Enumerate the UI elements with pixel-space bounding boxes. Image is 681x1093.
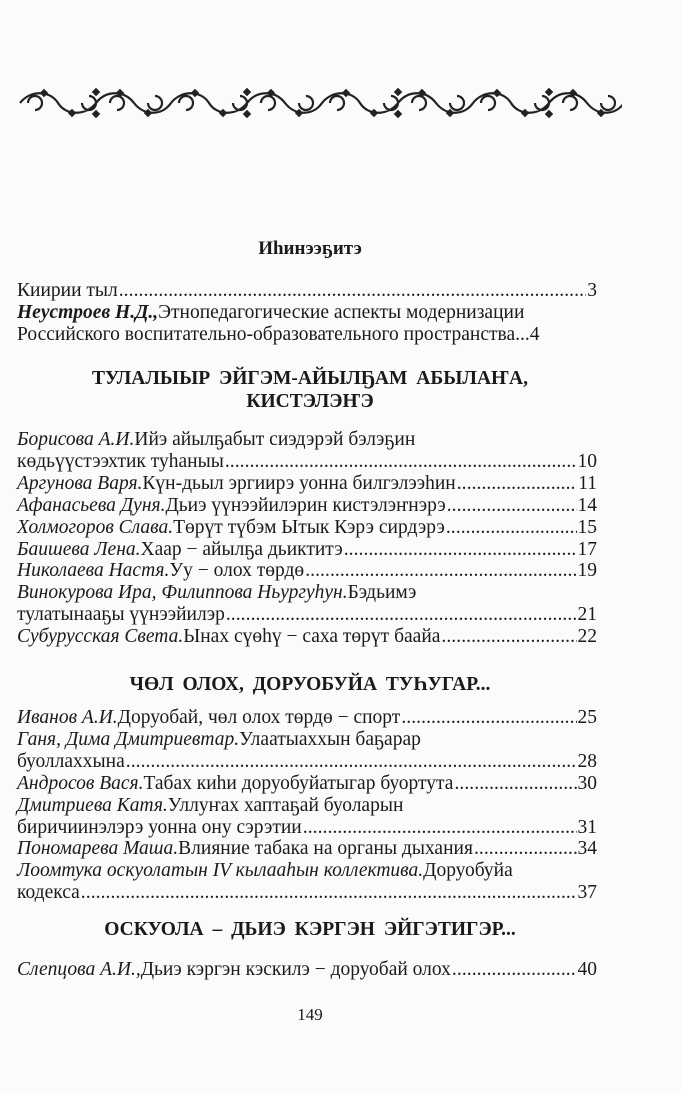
- entry-author: Андросов Вася.: [17, 772, 144, 794]
- toc-entry-line: [17, 324, 597, 346]
- entry-page[interactable]: 4: [529, 323, 540, 345]
- entry-author: Пономарева Маша.: [17, 838, 179, 860]
- toc-entry[interactable]: [17, 626, 597, 648]
- entry-author: Лоомтука оскуолатын IV кылааhын коллектива.: [17, 860, 424, 882]
- entry-author: Баишева Лена.: [17, 538, 141, 560]
- toc-entry[interactable]: [17, 495, 597, 517]
- entry-title: Бэдьимэ: [347, 582, 417, 604]
- page-number: 149: [297, 1005, 323, 1024]
- entry-page[interactable]: 31: [577, 816, 597, 838]
- toc-entry[interactable]: [17, 539, 597, 561]
- entry-title: Этнопедагогические аспекты модернизации: [158, 301, 525, 323]
- toc-entry-line: [17, 280, 597, 302]
- section-heading: [0, 918, 620, 941]
- toc-entry-line: [17, 959, 597, 981]
- toc-entry-line: [17, 495, 597, 517]
- toc-entry-line: [17, 882, 597, 904]
- toc-entry[interactable]: [17, 560, 597, 582]
- ornament-diamond: [219, 109, 227, 117]
- entry-title-continued: көдьүүстээхтик туhаныы: [17, 450, 224, 472]
- entry-title: Төрүт түбэм Ытык Кэрэ сирдэрэ: [173, 516, 445, 538]
- toc-entry-line: [17, 539, 597, 561]
- decorative-ornament-border: [15, 88, 622, 118]
- entry-title-continued: буоллаххына: [17, 750, 125, 772]
- entry-title: Хаар − айылҕа дьиктитэ: [140, 538, 343, 560]
- dot-leader: [441, 626, 576, 648]
- toc-entry[interactable]: [17, 795, 597, 839]
- dot-leader: [452, 959, 577, 981]
- toc-entry[interactable]: [17, 302, 597, 346]
- entry-title: Доруобуйа: [423, 860, 513, 882]
- entry-page[interactable]: 25: [577, 707, 597, 728]
- section-heading: [0, 673, 620, 696]
- entry-title-continued: биричиинэлэрэ уонна ону сэрэтии: [17, 816, 302, 838]
- entry-author: Николаева Настя.: [17, 560, 170, 582]
- dot-leader: [454, 773, 576, 795]
- entry-page[interactable]: 15: [577, 516, 597, 538]
- ornament-diamond: [394, 110, 402, 118]
- entry-title-continued: тулатынааҕы үүнээйилэр: [17, 604, 225, 626]
- toc-section-entries: [17, 280, 597, 346]
- toc-entry-line: [17, 604, 597, 626]
- toc-entry-line: [17, 773, 597, 795]
- dot-leader: [401, 707, 576, 729]
- entry-author: Неустроев Н.Д.,: [17, 301, 159, 323]
- toc-section-entries: [17, 959, 597, 981]
- toc-entry[interactable]: [17, 729, 597, 773]
- toc-entry-line: [17, 860, 597, 882]
- section-heading-line: ОСКУОЛА – ДЬИЭ КЭРГЭН ЭЙГЭТИГЭР...: [104, 919, 516, 940]
- entry-page[interactable]: 10: [577, 450, 597, 472]
- ornament-diamond: [394, 88, 402, 96]
- entry-author: Ганя, Дима Дмитриевтар.: [17, 728, 240, 750]
- toc-entry[interactable]: [17, 707, 597, 729]
- dot-leader: [446, 517, 577, 539]
- dot-leader: [305, 560, 576, 582]
- dot-leader: [447, 495, 577, 517]
- entry-title-continued: кодекса: [17, 882, 80, 904]
- entry-author: Винокурова Ира, Филиппова Ньургуhун.: [17, 582, 348, 604]
- toc-entry[interactable]: [17, 517, 597, 539]
- entry-author: Афанасьева Дуня.: [17, 494, 166, 516]
- toc-entry-line: [17, 451, 597, 473]
- entry-author: Субурусская Света.: [17, 626, 184, 648]
- toc-entry-line: [17, 817, 597, 839]
- entry-title: Влияние табака на органы дыхания: [178, 838, 473, 860]
- toc-entry-line: [17, 582, 597, 604]
- dot-leader: [226, 604, 577, 626]
- entry-page[interactable]: 30: [577, 772, 597, 794]
- dot-leader: [119, 280, 587, 302]
- entry-title-continued: Российского воспитательно-образовательного пространства...: [17, 323, 530, 345]
- section-heading: [0, 367, 620, 413]
- entry-author: Холмогоров Слава.: [17, 516, 174, 538]
- dot-leader: [303, 817, 577, 839]
- ornament-diamond: [342, 89, 350, 97]
- toc-entry-line: [17, 560, 597, 582]
- entry-author: Слепцова А.И.,: [17, 959, 141, 980]
- toc-entry[interactable]: [17, 838, 597, 860]
- section-heading-line: ЧӨЛ ОЛОХ, ДОРУОБУЙА ТУҺУГАР...: [129, 674, 491, 695]
- ornament-diamond: [545, 110, 553, 118]
- toc-entry[interactable]: [17, 860, 597, 904]
- entry-author: Дмитриева Катя.: [17, 794, 168, 816]
- entry-title: Доруобай, чөл олох төрдө − спорт: [117, 707, 401, 728]
- dot-leader: [225, 451, 577, 473]
- toc-entry-line: [17, 626, 597, 648]
- entry-title: Уу − олох төрдө: [169, 560, 305, 582]
- toc-entry[interactable]: [17, 582, 597, 626]
- ornament-diamond: [521, 109, 529, 117]
- dot-leader: [344, 539, 577, 561]
- ornament-diamond: [68, 109, 76, 117]
- toc-entry-line: [17, 838, 597, 860]
- toc-entry[interactable]: [17, 773, 597, 795]
- ornament-diamond: [191, 89, 199, 97]
- entry-title: Уллуҥах хаптаҕай буоларын: [167, 794, 404, 816]
- ornament-diamond: [92, 110, 100, 118]
- toc-entry-line: [17, 729, 597, 751]
- dot-leader: [126, 751, 577, 773]
- entry-title: Табах киhи доруобуйатыгар буортута: [143, 772, 454, 794]
- toc-entry[interactable]: [17, 473, 597, 495]
- toc-entry-line: [17, 473, 597, 495]
- toc-entry[interactable]: [17, 280, 597, 302]
- entry-page[interactable]: 34: [577, 838, 597, 860]
- entry-title: Дьиэ кэргэн кэскилэ − доруобай олох: [140, 959, 451, 980]
- entry-page[interactable]: 14: [577, 494, 597, 516]
- entry-page[interactable]: 37: [577, 882, 597, 904]
- entry-title: Улаатыаххын баҕарар: [239, 728, 421, 750]
- entry-page[interactable]: 17: [577, 538, 597, 560]
- entry-author: Иванов А.И.: [17, 707, 118, 728]
- ornament-scroll: [20, 93, 622, 113]
- ornament-diamond: [243, 110, 251, 118]
- dot-leader: [81, 882, 577, 904]
- toc-section-entries: [17, 707, 597, 904]
- entry-title: Киирии тыл: [17, 280, 118, 301]
- toc-entry-line: [17, 751, 597, 773]
- entry-author: Аргунова Варя.: [17, 472, 143, 494]
- ornament-diamond: [243, 88, 251, 96]
- toc-section-entries: [17, 429, 597, 648]
- entry-page[interactable]: 22: [577, 626, 597, 648]
- toc-entry-line: [17, 517, 597, 539]
- dot-leader: [474, 838, 577, 860]
- toc-entry-line: [17, 707, 597, 729]
- entry-page[interactable]: 40: [577, 959, 597, 980]
- entry-page[interactable]: 3: [587, 280, 597, 301]
- ornament-diamond: [370, 109, 378, 117]
- entry-title: Ийэ айылҕабыт сиэдэрэй бэлэҕин: [134, 429, 416, 450]
- entry-title: Күн-дьыл эргиирэ уонна билгэлээhин: [142, 472, 456, 494]
- section-heading-line: ТУЛАЛЫЫР ЭЙГЭМ-АЙЫЛҔАМ АБЫЛАҤА,: [92, 368, 528, 389]
- entry-title: Ынах сүөhү − саха төрүт баайа: [183, 626, 441, 648]
- ornament-diamond: [493, 89, 501, 97]
- toc-entry[interactable]: [17, 959, 597, 981]
- toc-entry-line: [17, 302, 597, 324]
- entry-page[interactable]: 28: [577, 750, 597, 772]
- toc-entry-line: [17, 429, 597, 451]
- entry-page[interactable]: 11: [578, 472, 597, 494]
- section-heading-line: КИСТЭЛЭҤЭ: [246, 391, 374, 412]
- entry-author: Борисова А.И.: [17, 429, 135, 450]
- dot-leader: [457, 473, 578, 495]
- ornament-diamond: [92, 88, 100, 96]
- entry-title: Дьиэ үүнээйилэрин кистэлэҥнэрэ: [165, 494, 446, 516]
- ornament-diamond: [545, 88, 553, 96]
- toc-entry[interactable]: [17, 429, 597, 473]
- entry-page[interactable]: 19: [577, 560, 597, 582]
- toc-title: Иhинээҕитэ: [258, 238, 362, 259]
- ornament-diamond: [40, 89, 48, 97]
- toc-entry-line: [17, 795, 597, 817]
- entry-page[interactable]: 21: [577, 604, 597, 626]
